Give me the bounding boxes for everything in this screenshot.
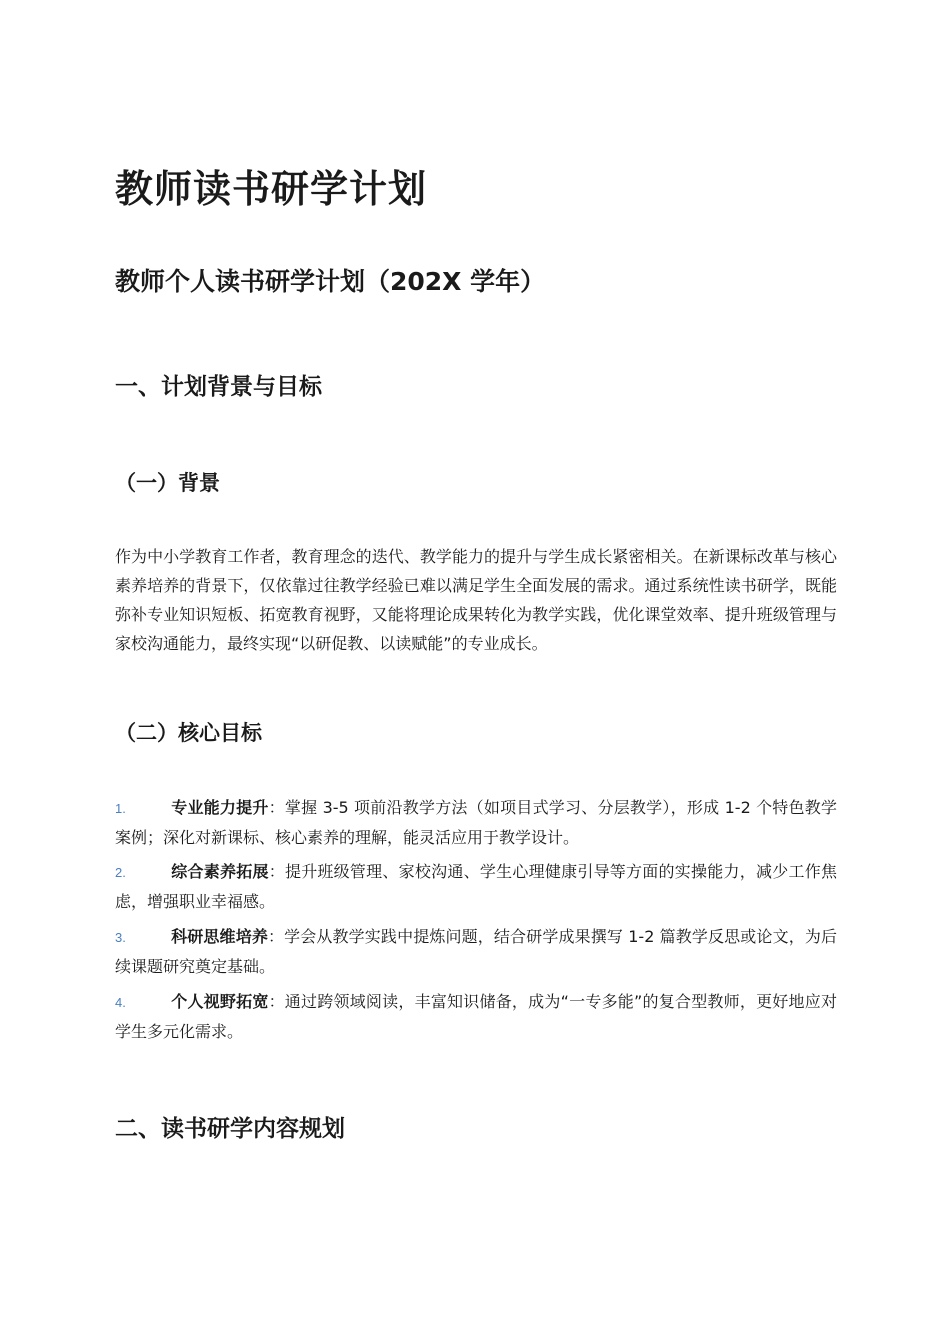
document-title: 教师读书研学计划 xyxy=(115,167,428,211)
goal-title: 专业能力提升 xyxy=(171,798,269,817)
goal-text: ：通过跨领域阅读，丰富知识储备，成为“一专多能”的复合型教师，更好地应对学生多元化需求。 xyxy=(115,992,837,1041)
background-paragraph: 作为中小学教育工作者，教育理念的迭代、教学能力的提升与学生成长紧密相关。在新课标改革与核心素养培养的背景下，仅依靠过往教学经验已难以满足学生全面发展的需求。通过系统性读书研学，既能弥补专业知识短板、拓宽教育视野，又能将理论成果转化为教学实践，优化课堂效率、提升班级管理与家校沟通能力，最终实现“以研促教、以读赋能”的专业成长。 xyxy=(115,547,837,653)
goal-number: 1. xyxy=(115,801,126,816)
goal-list-item xyxy=(115,793,837,852)
document-subtitle: 教师个人读书研学计划（202X 学年） xyxy=(115,267,546,296)
goal-number: 4. xyxy=(115,995,126,1010)
section-heading-reading-plan: 二、读书研学内容规划 xyxy=(115,1116,345,1142)
goal-title: 科研思维培养 xyxy=(171,927,268,946)
goal-text: ：提升班级管理、家校沟通、学生心理健康引导等方面的实操能力，减少工作焦虑，增强职业幸福感。 xyxy=(115,862,837,911)
subheading-background: （一）背景 xyxy=(115,471,220,495)
goal-list-item xyxy=(115,857,837,916)
subheading-core-goals: （二）核心目标 xyxy=(115,721,262,745)
goal-list-item xyxy=(115,987,837,1046)
section-heading-background-goals: 一、计划背景与目标 xyxy=(115,374,322,400)
goal-title: 综合素养拓展 xyxy=(171,862,269,881)
goal-number: 3. xyxy=(115,930,126,945)
goal-title: 个人视野拓宽 xyxy=(171,992,269,1011)
goal-text: ：学会从教学实践中提炼问题，结合研学成果撰写 1-2 篇教学反思或论文，为后续课题研究奠定基础。 xyxy=(115,927,837,976)
goal-number: 2. xyxy=(115,865,126,880)
goal-list-item xyxy=(115,922,837,981)
goal-text: ：掌握 3-5 项前沿教学方法（如项目式学习、分层教学），形成 1-2 个特色教学案例；深化对新课标、核心素养的理解，能灵活应用于教学设计。 xyxy=(115,798,837,847)
